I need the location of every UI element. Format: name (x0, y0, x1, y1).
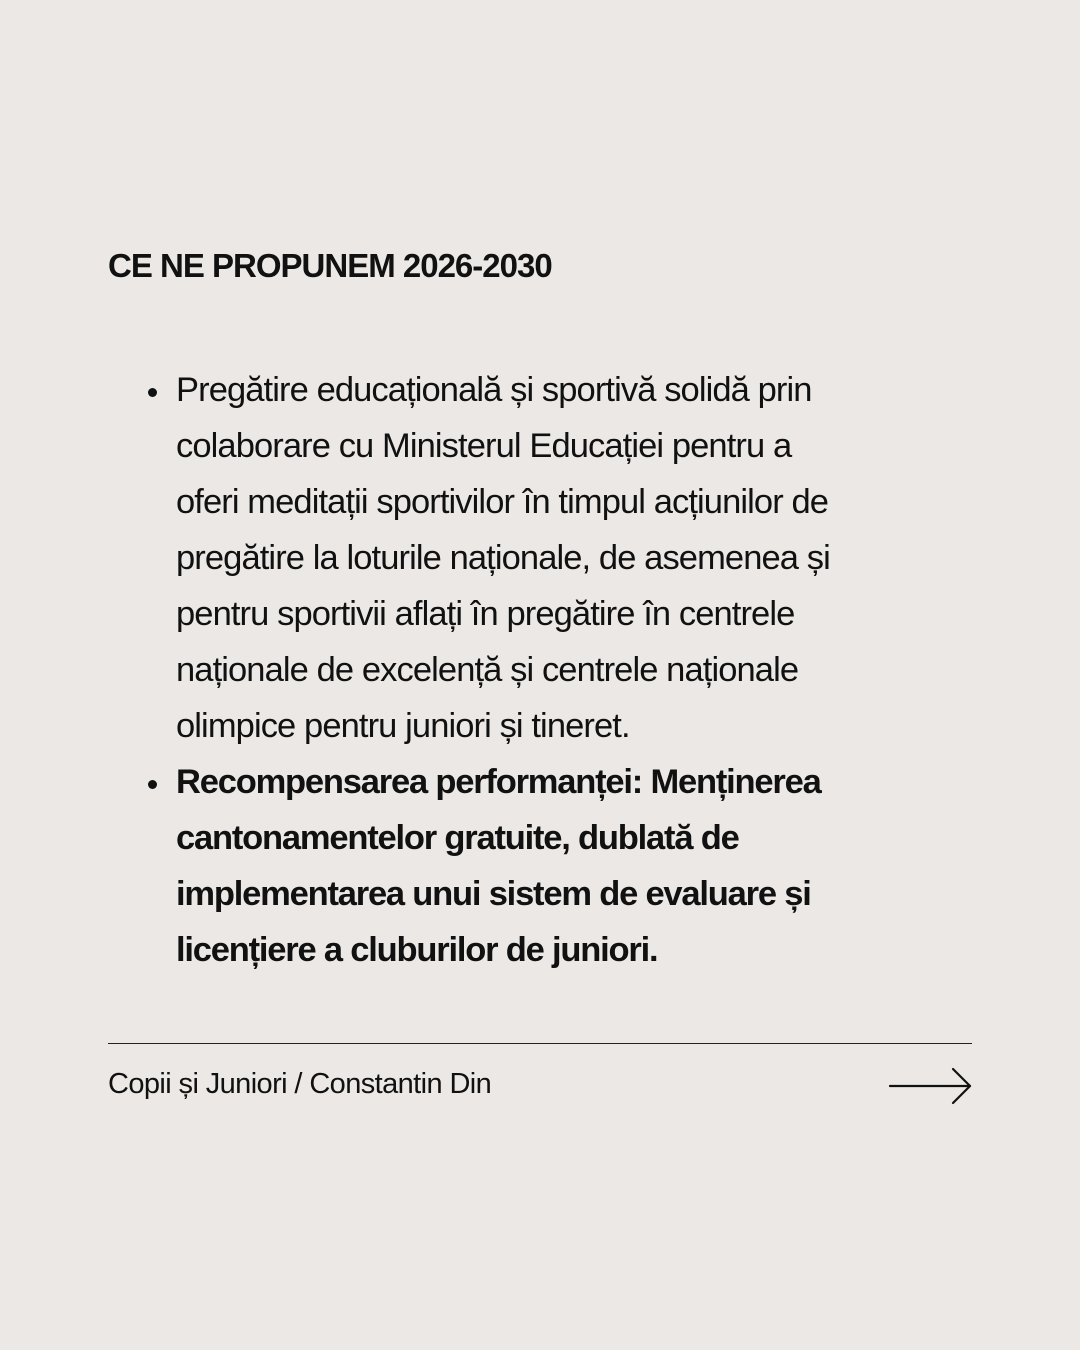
footer-divider (108, 1043, 972, 1044)
footer-caption: Copii și Juniori / Constantin Din (108, 1068, 492, 1100)
list-item-line: implementarea unui sistem de evaluare și (176, 875, 811, 913)
arrow-right-icon[interactable] (888, 1066, 974, 1106)
bullet-dot-icon (148, 780, 157, 789)
list-item-line: Recompensarea performanței: Menținerea (176, 763, 821, 801)
list-item (148, 754, 978, 978)
list-item-line: olimpice pentru juniori și tineret. (176, 707, 630, 745)
list-item-line: Pregătire educațională și sportivă solidă prin (176, 371, 812, 409)
proposal-list (148, 362, 978, 978)
list-item-line: colaborare cu Ministerul Educației pentru a (176, 427, 792, 465)
list-item-line: cantonamentelor gratuite, dublată de (176, 819, 739, 857)
section-heading: CE NE PROPUNEM 2026-2030 (108, 247, 552, 284)
list-item-line: pentru sportivii aflați în pregătire în centrele (176, 595, 795, 633)
list-item-line: oferi meditații sportivilor în timpul acțiunilor de (176, 483, 829, 521)
list-item-line: naționale de excelență și centrele naționale (176, 651, 799, 689)
list-item-line: licențiere a cluburilor de juniori. (176, 931, 658, 969)
bullet-dot-icon (148, 388, 157, 397)
list-item (148, 362, 978, 754)
list-item-line: pregătire la loturile naționale, de asemenea și (176, 539, 830, 577)
